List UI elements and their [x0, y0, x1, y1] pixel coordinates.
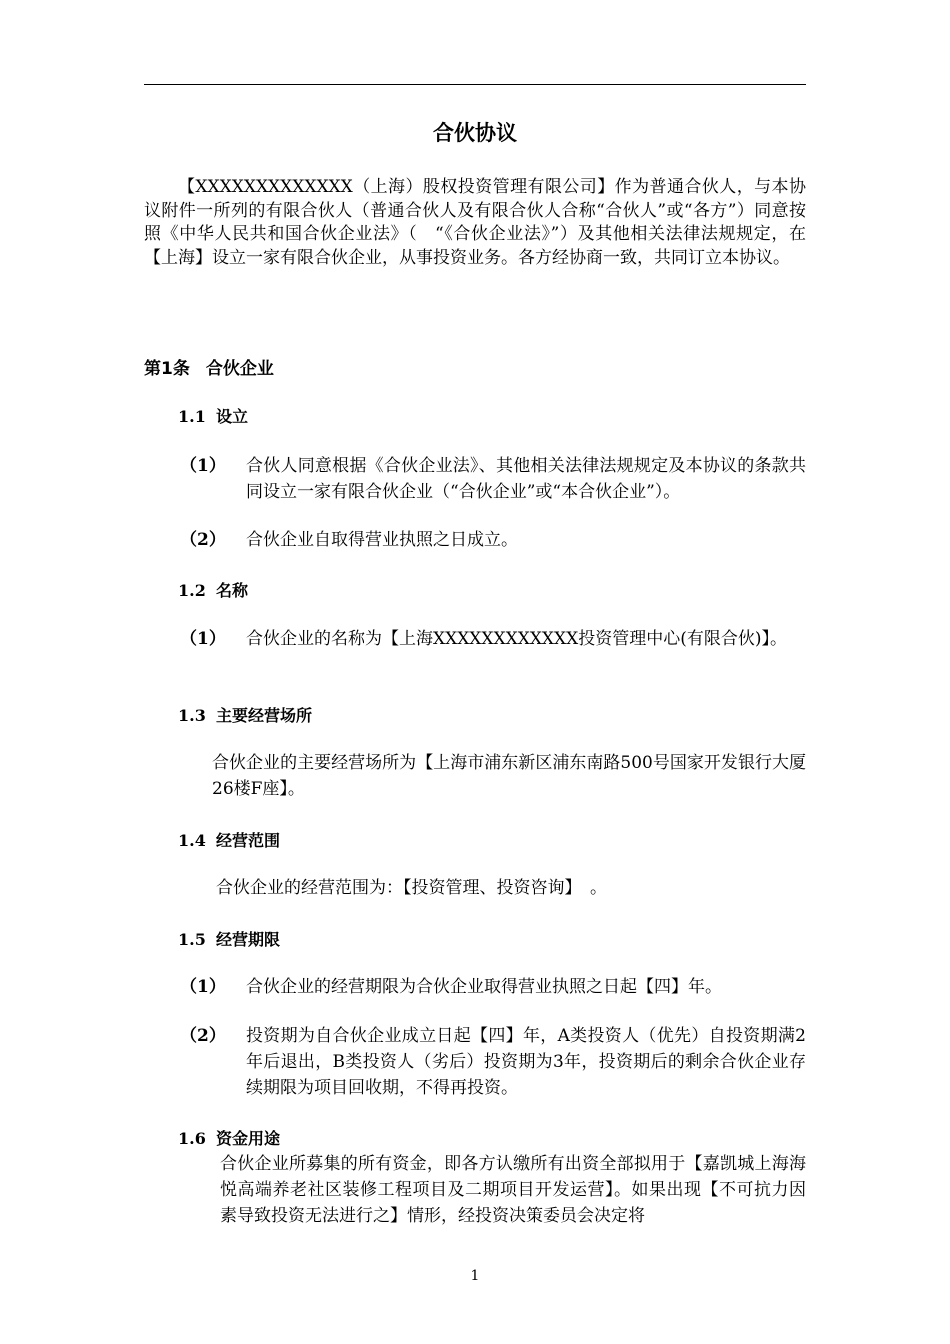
- section-body: 合伙企业的主要经营场所为【上海市浦东新区浦东南路500号国家开发银行大厦26楼F座】。: [212, 753, 806, 799]
- section-title: 主要经营场所: [216, 706, 313, 725]
- section-heading-1-6: [178, 1126, 280, 1149]
- article-title: 合伙企业: [205, 359, 274, 379]
- section-heading-1-5: [178, 927, 280, 950]
- item-text: 合伙人同意根据《合伙企业法》、其他相关法律法规规定及本协议的条款共同设立一家有限合伙企业（“合伙企业”或“本合伙企业”）。: [246, 456, 806, 502]
- article-number: 第1条: [144, 359, 190, 379]
- section-title: 设立: [216, 407, 249, 426]
- section-body: 合伙企业所募集的所有资金，即各方认缴所有出资全部拟用于【嘉凯城上海海悦高端养老社区装修工程项目及二期项目开发运营】。如果出现【不可抗力因素导致投资无法进行之】情形，经投资决策委员会决定将: [220, 1154, 806, 1226]
- item-label: （2）: [180, 1026, 226, 1046]
- item-label: （1）: [180, 456, 226, 476]
- item-text: 投资期为自合伙企业成立日起【四】年，A类投资人（优先）自投资期满2年后退出，B类投资人（劣后）投资期为3年，投资期后的剩余合伙企业存续期限为项目回收期，不得再投资。: [246, 1026, 806, 1098]
- item-label: （2）: [180, 530, 226, 550]
- section-number: 1.2: [178, 581, 206, 600]
- list-item: [180, 527, 806, 553]
- document-title: 合伙协议: [433, 121, 517, 145]
- section-number: 1.6: [178, 1129, 206, 1148]
- section-number: 1.1: [178, 407, 206, 426]
- list-item: [180, 974, 806, 1000]
- list-item: [180, 626, 806, 652]
- intro-paragraph: 【XXXXXXXXXXXXX（上海）股权投资管理有限公司】作为普通合伙人，与本协议附件一所列的有限合伙人（普通合伙人及有限合伙人合称“合伙人”或“各方”）同意按照《中华人民共和国合伙企业法》（ “《合伙企业法》”）及其他相关法律法规规定，在【上海】设立一家有限合伙企业，从事投资业务。各方经协商一致，共同订立本协议。: [144, 177, 806, 268]
- section-number: 1.4: [178, 831, 206, 850]
- item-text: 合伙企业的经营期限为合伙企业取得营业执照之日起【四】年。: [246, 977, 722, 997]
- section-title: 经营范围: [216, 831, 281, 850]
- section-title: 资金用途: [216, 1129, 281, 1148]
- section-body: 合伙企业的经营范围为：【投资管理、投资咨询】 。: [216, 878, 607, 898]
- section-number: 1.3: [178, 706, 206, 725]
- section-heading-1-3: [178, 703, 312, 726]
- section-number: 1.5: [178, 930, 206, 949]
- item-text: 合伙企业的名称为【上海XXXXXXXXXXXX投资管理中心(有限合伙)】。: [246, 629, 787, 649]
- section-heading-1-1: [178, 404, 248, 427]
- section-title: 经营期限: [216, 930, 281, 949]
- page-number: 1: [470, 1268, 480, 1284]
- item-label: （1）: [180, 977, 226, 997]
- article-heading: [144, 354, 274, 379]
- section-heading-1-2: [178, 578, 248, 601]
- item-text: 合伙企业自取得营业执照之日成立。: [246, 530, 518, 550]
- list-item: [180, 1023, 806, 1101]
- section-heading-1-4: [178, 828, 280, 851]
- header-rule: [144, 84, 806, 85]
- item-label: （1）: [180, 629, 226, 649]
- list-item: [180, 453, 806, 505]
- section-title: 名称: [216, 581, 249, 600]
